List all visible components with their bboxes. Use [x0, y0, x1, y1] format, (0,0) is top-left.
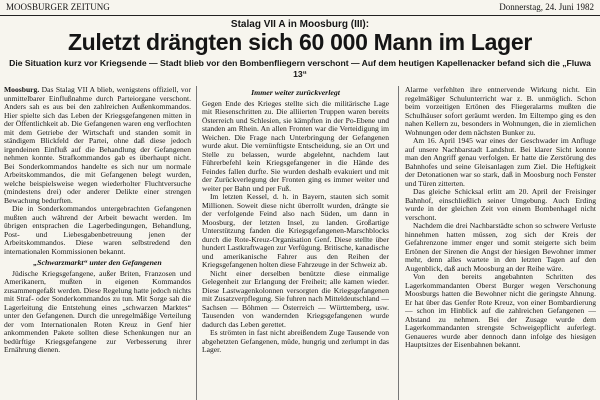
- paragraph: Die in Sonderkommandos untergebrachten Gefangenen mußten auch während der Arbeit bewacht werden. Im übrigen entsprachen die Lagerbedingungen, Behandlung, Post- und Liebesgabenbetreuung jenen der Arbeitskommandos. Diese waren selbstredend den internationalen Kommissionen bekannt.: [4, 204, 191, 256]
- column-divider: [196, 86, 197, 400]
- article-headline: Zuletzt drängten sich 60 000 Mann im Lager: [67, 29, 533, 55]
- column-divider: [398, 86, 399, 400]
- paragraph: Alarme verfehlten ihre entnervende Wirkung nicht. Ein regelmäßiger Schulunterricht war z. B. unmöglich. Schon beim vorzeitigen Ertönen des Fliegeralarms mußten die Schulhäuser sofort geräumt werden. Im Eiltempo ging es den nahen Kellern zu, besonders in Wohnungen, die in ziemlichen Wohnungen oder dem nächsten Bunker zu.: [405, 86, 596, 137]
- issue-date: Donnerstag, 24. Juni 1982: [499, 2, 594, 12]
- masthead: [0, 0, 600, 16]
- paragraph: Gegen Ende des Krieges stellte sich die militärische Lage mit Riesenschritten zu. Die alliierten Truppen waren bereits Österreich und Schlesien, sie kämpften in der Po-Ebene und standen am Rhein. An allen Fronten war die Verteidigung im Weichen. Die Frage nach Unterbringung der Gefangenen wurde akut. Die vernünftigste Entscheidung, sie an Ort und Stelle zu belassen, wurde abgelehnt, nachdem laut Führerbefehl kein Kriegsgefangener in die Hände des Feindes fallen durfte. Sie wurden deshalb evakuiert und mit der Zurückverlegung der Fronten ging es immer weiter und weiter per Bahn und per Fuß.: [202, 98, 389, 193]
- column-subheading: Immer weiter zurückverlegt: [251, 88, 340, 97]
- article-column-1: [4, 86, 191, 400]
- article-subtitle: Die Situation kurz vor Kriegsende — Stadt blieb vor den Bombenfliegern verschont — Auf dem heutigen Kapellenacker befand sich die „Fluwa 13“: [9, 58, 591, 79]
- paragraph: Im letzten Kessel, d. h. in Bayern, stauten sich somit Millionen. Soweit diese nicht überrollt wurden, drängte sie der verfolgende Feind also nach Süden, um dann in Moosburg, der letzten Insel, zu landen. Großartige Unterstützung fanden die Kriegsgefangenen-Marschblocks durch die Rote-Kreuz-Organisation Genf. Diese stellte über hundert Lastkraftwagen zur Verfügung. Britische, kanadische und amerikanische Fahrer aus den Reihen der Kriegsgefangenen holten diese Fahrzeuge in der Schweiz ab.: [202, 192, 389, 269]
- paragraph: Nachdem die drei Nachbarstädte schon so schwere Verluste hinnehmen hatten müssen, zog sich der Kreis der Gefahrenzone immer enger und somit steigerte sich beim Ertönen der Sirenen die Angst der hiesigen Bewohner immer mehr, denn alles wartete in den letzten Tagen auf den Augenblick, daß auch Moosburg an der Reihe wäre.: [405, 221, 596, 273]
- paragraph: Das gleiche Schicksal erlitt am 20. April der Freisinger Bahnhof, einschließlich seiner Umgebung. Auch Erding wurde in der gleichen Zeit von einem Bombenhagel nicht verschont.: [405, 187, 596, 222]
- paragraph: Von den bereits angebahnten Schritten des Lagerkommandanten Oberst Burger wegen Verschonung Moosburgs hatten die Bewohner nicht die geringste Ahnung. Er hat über das Genfer Rote Kreuz, von einer Bombardierung — schon im Hinblick auf die zahlreichen Gefangenen — Abstand zu nehmen. Bei der Zusage wurde dem Lagerkommandanten strengste Schweigepflicht auferlegt. Genaueres wurde aber dennoch dann infolge des hiesigen Hauptsitzes der Eisenbahnen bekannt.: [405, 272, 596, 349]
- newspaper-name: MOOSBURGER ZEITUNG: [6, 2, 110, 12]
- paragraph-text: Das Stalag VII A blieb, wenigstens offiziell, vor unmittelbarer Einflußnahme durch Parteiorgane verschont. Anders sah es aus bei den zahlreichen Außenkommandos. Hier spielte sich das Leben der Kriegsgefangenen mitten in der Öffentlichkeit ab. Die Gefangenen waren eng verflochten mit dem Getriebe der Wirtschaft und standen somit in ständigem Blickfeld der Partei, ohne daß diese jedoch irgendeinen Einfluß auf die Behandlung der Gefangenen nehmen konnte. Strafkommandos gab es überhaupt nicht. Bei Sonderkommandos handelte es sich nur um normale Arbeitskommandos, die mit Gefangenen belegt wurden, welche beispielsweise wegen wiederholter Fluchtversuche (mindestens drei) oder anderer Delikte einer strengen Bewachung bedurften.: [4, 86, 191, 205]
- paragraph: [4, 86, 191, 205]
- paragraph: Am 16. April 1945 war eines der Geschwader im Anfluge auf unsere Nachbarstadt Landshut. Bei klarer Sicht konnte man den Angriff genau verfolgen. Er hatte die Zerstörung des Bahnhofes und seine Gleisanlagen zum Ziel. Die Heftigkeit der Detonationen war so stark, daß in Moosburg noch Fenster und Türen zitterten.: [405, 136, 596, 188]
- paragraph: Jüdische Kriegsgefangene, außer Briten, Franzosen und Amerikanern, mußten in eigenen Kommandos zusammengefaßt werden. Diese Regelung hatte jedoch nichts mit Straf- oder Sonderkommandos zu tun. Mit Sorge sah die Lagerleitung die Entstehung eines „schwarzen Marktes“ unter den Gefangenen. Durch die unregelmäßige Verteilung der vom Internationalen Roten Kreuz in Genf hier ankommenden Pakete sollten diese Schenkungen nur an bedürftige Kriegsgefangene zur Verbesserung ihrer Ernährung dienen.: [4, 268, 191, 354]
- paragraph: Es strömten in fast nicht abreißendem Zuge Tausende von abgehetzten Gefangenen, müde, hungrig und zerlumpt in das Lager.: [202, 328, 389, 354]
- article-column-2: [202, 86, 389, 400]
- paragraph: Nicht einer derselben benützte diese einmalige Gelegenheit zur Erlangung der Freiheit; alle kamen wieder. Diese Lastwagenkolonnen versorgten die Kriegsgefangenen mit Zusatzverpflegung. Sie fuhren nach Mitteldeutschland — Sachsen — Böhmen — Österreich — Württemberg, usw. Tausenden von wandernden Kriegsgefangenen wurde dadurch das Leben gerettet.: [202, 268, 389, 329]
- column-subheading: „Schwarzmarkt“ unter den Gefangenen: [33, 258, 162, 267]
- dateline: Moosburg.: [4, 86, 40, 94]
- article-column-3: [405, 86, 596, 400]
- article-kicker: Stalag VII A in Moosburg (III):: [230, 19, 370, 30]
